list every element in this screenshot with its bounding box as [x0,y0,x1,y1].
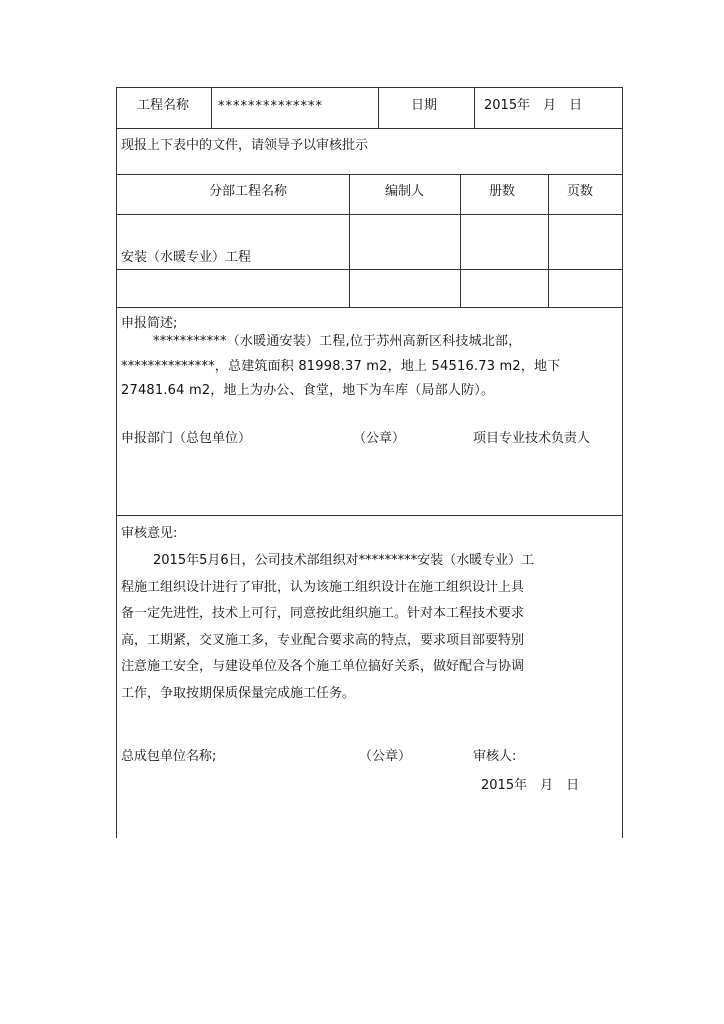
divider [117,174,622,175]
divider [117,269,622,270]
approval-form [116,87,623,838]
divider [474,88,475,128]
review-line: 程施工组织设计进行了审批，认为该施工组织设计在施工组织设计上具 [121,579,525,595]
review-text [121,548,621,707]
review-label: 审核意见: [121,526,178,541]
summary-line: **************，总建筑面积 81998.37 m2，地上 54516.73 m2，地下 [121,358,561,374]
project-name-value[interactable]: ************** [218,99,323,114]
summary-line: 27481.64 m2，地上为办公、食堂，地下为车库（局部人防）。 [121,383,495,398]
review-date[interactable]: 2015年 月 日 [481,778,580,793]
project-name-label: 工程名称 [137,98,190,113]
divider [349,174,350,307]
column-header-name: 分部工程名称 [209,184,288,199]
review-line: 注意施工安全，与建设单位及各个施工单位搞好关系，做好配合与协调 [121,659,525,674]
divider [117,307,622,308]
column-header-volumes: 册数 [489,184,516,199]
seal-text: （公章） [353,431,406,446]
summary-label: 申报简述; [121,316,178,331]
column-header-author: 编制人 [385,184,425,199]
review-line: 高，工期紧，交叉施工多，专业配合要求高的特点，要求项目部要特别 [121,632,525,648]
summary-line: ***********（水暖通安装）工程,位于苏州高新区科技城北部， [153,334,522,349]
reviewer-label: 审核人: [473,749,517,764]
applicant-dept-label: 申报部门（总包单位） [121,431,252,446]
contractor-label: 总成包单位名称; [121,749,217,764]
review-line: 2015年5月6日，公司技术部组织对*********安装（水暖专业）工 [153,553,535,568]
divider [117,214,622,215]
responsible-person-label: 项目专业技术负责人 [473,431,591,446]
review-line: 工作，争取按期保质保量完成施工任务。 [121,685,356,701]
review-line: 备一定先进性，技术上可行，同意按此组织施工。针对本工程技术要求 [121,606,525,621]
seal-text: （公章） [359,749,412,764]
date-label: 日期 [411,98,438,113]
divider [117,515,622,516]
divider [548,174,549,307]
date-value[interactable]: 2015年 月 日 [484,98,583,113]
summary-text [121,330,621,404]
column-header-pages: 页数 [567,184,594,199]
table-row-name: 安装（水暖专业）工程 [121,250,252,265]
divider [117,128,622,129]
intro-text: 现报上下表中的文件，请领导予以审核批示 [121,138,369,153]
divider [211,88,212,128]
divider [460,174,461,307]
divider [378,88,379,128]
